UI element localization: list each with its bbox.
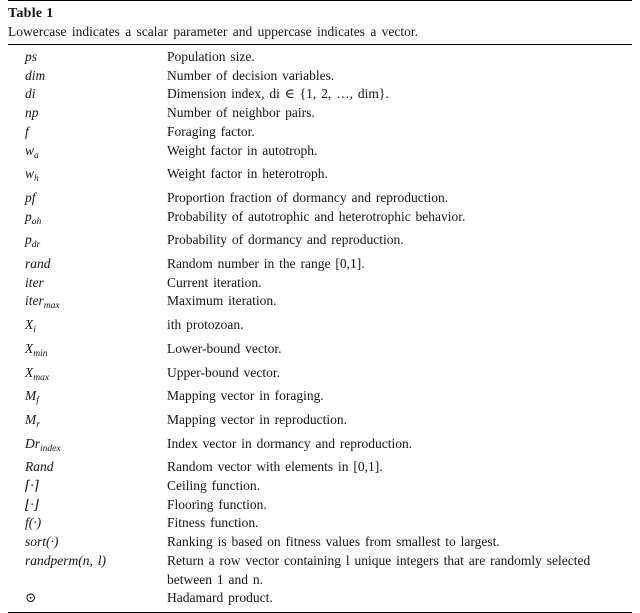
table-row: [8, 274, 632, 293]
description-cell: Mapping vector in reproduction.: [167, 411, 347, 427]
description-cell: Mapping vector in foraging.: [167, 388, 324, 404]
symbol-subscript: h: [34, 174, 39, 185]
description-cell: Probability of dormancy and reproduction.: [167, 232, 404, 248]
symbol-cell: $Dr_{index}$: [25, 435, 61, 454]
symbol-cell: iter$_{max}$: [25, 293, 60, 312]
symbol-cell: di: [25, 86, 36, 102]
symbol-subscript: min: [33, 348, 48, 359]
table-row: [8, 292, 632, 316]
description-cell: Hadamard product.: [167, 590, 273, 606]
description-cell: Number of decision variables.: [167, 67, 335, 83]
description-cell: Probability of autotrophic and heterotrophic behavior.: [167, 208, 466, 224]
symbol-cell: f(·): [25, 515, 42, 531]
table-row: [8, 85, 632, 104]
description-cell: Current iteration.: [167, 274, 262, 290]
symbol-cell: $w_h$: [25, 166, 39, 185]
description-cell: Lower-bound vector.: [167, 340, 282, 356]
description-cell: Weight factor in autotroph.: [167, 142, 318, 158]
symbol-cell: $w_a$: [25, 142, 39, 161]
symbol-cell: randperm(n, l): [25, 552, 106, 568]
description-cell: Fitness function.: [167, 515, 259, 531]
description-cell: Ranking is based on fitness values from smallest to largest.: [167, 534, 500, 550]
symbol-subscript: index: [40, 443, 61, 454]
symbol-subscript: i: [33, 325, 36, 336]
table-row: [8, 142, 632, 166]
symbol-cell: ⌊·⌋: [25, 496, 39, 512]
description-cell: Random number in the range [0,1].: [167, 256, 365, 272]
description-cell: Ceiling function.: [167, 478, 260, 494]
description-cell: Maximum iteration.: [167, 293, 277, 309]
symbol-cell: iter: [25, 274, 44, 290]
description-cell: Flooring function.: [167, 496, 267, 512]
table-row: [8, 477, 632, 496]
table-row: [8, 165, 632, 189]
table-row: [8, 364, 632, 388]
symbol-cell: sort(·): [25, 534, 59, 550]
symbol-cell: ps: [25, 49, 38, 64]
table-row: [8, 340, 632, 364]
description-cell: Upper-bound vector.: [167, 364, 280, 380]
symbol-cell: np: [25, 105, 39, 121]
table-row: [8, 104, 632, 123]
symbol-cell: $X_{min}$: [25, 340, 48, 359]
symbol-subscript: max: [33, 372, 50, 383]
description-cell: Proportion fraction of dormancy and reproduction.: [167, 189, 449, 205]
table-row: [8, 387, 632, 411]
table-row: [8, 231, 632, 255]
symbol-cell: $M_r$: [25, 411, 40, 430]
notation-table: [8, 45, 632, 612]
symbol-cell: $X_i$: [25, 317, 36, 336]
symbol-cell: $p_{ah}$: [25, 208, 42, 227]
table-label: Table 1: [8, 6, 54, 21]
description-cell: Return a row vector containing l unique integers that are randomly selected between 1 and n.: [167, 552, 591, 587]
symbol-cell: Rand: [25, 459, 54, 475]
description-cell: Index vector in dormancy and reproduction.: [167, 435, 413, 451]
description-cell: Random vector with elements in [0,1].: [167, 459, 383, 475]
symbol-cell: $p_{dr}$: [25, 232, 41, 251]
table-row: [8, 552, 632, 589]
table-row: [8, 316, 632, 340]
table-row: [8, 67, 632, 86]
symbol-cell: rand: [25, 256, 51, 272]
description-cell: Dimension index, di ∈ {1, 2, …, dim}.: [167, 86, 389, 102]
table-row: [8, 255, 632, 274]
description-cell: Foraging factor.: [167, 123, 255, 139]
table-row: [8, 458, 632, 477]
table-row: [8, 123, 632, 142]
description-cell: Population size.: [167, 49, 255, 64]
table-row: [8, 189, 632, 208]
symbol-subscript: r: [36, 419, 40, 430]
symbol-subscript: dr: [31, 240, 41, 251]
symbol-subscript: max: [43, 301, 60, 312]
table-row: [8, 514, 632, 533]
table-row: [8, 411, 632, 435]
symbol-subscript: a: [34, 150, 39, 161]
table-row: [8, 496, 632, 515]
symbol-cell: ⊙: [25, 590, 37, 606]
symbol-cell: dim: [25, 67, 46, 83]
table-caption: Lowercase indicates a scalar parameter and uppercase indicates a vector.: [8, 24, 419, 39]
table-row: [8, 435, 632, 459]
symbol-cell: f: [25, 123, 29, 139]
symbol-cell: $M_f$: [25, 388, 39, 407]
description-cell: Number of neighbor pairs.: [167, 105, 315, 121]
symbol-subscript: f: [36, 396, 39, 407]
symbol-cell: $X_{max}$: [25, 364, 50, 383]
table-row: [8, 533, 632, 552]
table-row: [8, 208, 632, 232]
description-cell: Weight factor in heterotroph.: [167, 166, 328, 182]
symbol-cell: ⌈·⌉: [25, 478, 39, 494]
symbol-cell: pf: [25, 189, 36, 205]
table-row: [8, 589, 632, 608]
description-cell: ith protozoan.: [167, 317, 244, 333]
table-row: [8, 48, 632, 67]
symbol-subscript: ah: [31, 216, 42, 227]
